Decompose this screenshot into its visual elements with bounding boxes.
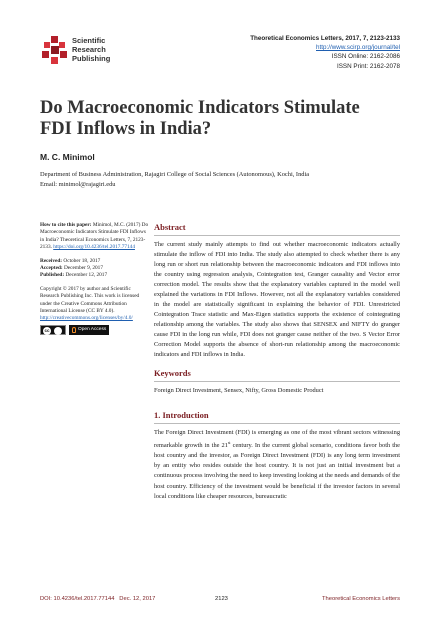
accepted-date [40, 265, 150, 272]
scirp-logo-icon [42, 36, 68, 64]
intro-text-part-2: century. In the current global scenario, conditions favor both the host country and the investor, as Foreign Direct Investment (FDI) is any long term investment by an entity who resides outside the host country. It is not just an initial investment but a continuous process involving the need to keep investing looking at the needs and demands of the host country. Efficiency of the investment would be beneficial if the investor factors in several local conditions like cheaper resources, bureaucratic [154, 442, 400, 500]
citation-block [40, 222, 150, 252]
footer-doi: DOI: 10.4236/tel.2017.77144 [40, 596, 115, 602]
abstract-heading: Abstract [154, 222, 400, 236]
keywords-heading: Keywords [154, 368, 400, 382]
open-lock-icon [72, 327, 76, 333]
published-label: Published: [40, 272, 65, 279]
author-affiliation-block [40, 170, 400, 190]
publisher-logo [40, 34, 160, 68]
affiliation: Department of Business Administration, Rajagiri College of Social Sciences (Autonomous), Kochi, India [40, 171, 310, 178]
accepted-value: December 9, 2017 [63, 265, 103, 272]
dates-block [40, 258, 150, 280]
issn-print: ISSN Print: 2162-2078 [336, 62, 400, 70]
footer-doi-date [40, 596, 155, 602]
cite-text: Minimol, M.C. (2017) Do Macroeconomic Indicators Stimulate FDI Inflows in India? Theoretical Economics Letters, 7, 2123-2133. [40, 222, 149, 251]
by-attribution-icon [54, 327, 62, 335]
introduction-heading: 1. Introduction [154, 410, 400, 424]
footer-date: Dec. 12, 2017 [119, 596, 156, 602]
license-link[interactable]: http://creativecommons.org/licenses/by/4.0/ [40, 315, 133, 322]
accepted-label: Accepted: [40, 265, 63, 272]
journal-info [250, 34, 400, 71]
published-value: December 12, 2017 [65, 272, 108, 279]
publisher-line-2: Research [72, 45, 106, 54]
introduction-text [154, 428, 400, 502]
open-access-badge[interactable] [69, 325, 109, 335]
main-column [154, 222, 400, 502]
title-line-2: FDI Inflows in India? [40, 119, 212, 139]
license-badges [40, 325, 150, 335]
publisher-line-1: Scientific [72, 36, 106, 45]
cc-by-badge[interactable] [40, 325, 66, 335]
author-name: M. C. Minimol [40, 152, 95, 162]
published-date [40, 272, 150, 279]
issn-online: ISSN Online: 2162-2086 [331, 53, 400, 61]
received-label: Received: [40, 257, 63, 264]
page-number: 2123 [215, 596, 228, 602]
keywords-text: Foreign Direct Investment, Sensex, Nifty, Gross Domestic Product [154, 387, 324, 394]
open-access-label: Open Access [78, 326, 107, 332]
page-footer [40, 596, 400, 606]
title-line-1: Do Macroeconomic Indicators Stimulate [40, 98, 360, 118]
publisher-line-3: Publishing [72, 54, 111, 63]
cite-doi-link[interactable]: https://doi.org/10.4236/tel.2017.77144 [53, 244, 135, 251]
page-header [40, 34, 400, 68]
intro-text-part-1: The Foreign Direct Investment (FDI) is emerging as one of the most vibrant sectors witnessing remarkable growth in the 21 [154, 429, 400, 450]
publisher-name [72, 36, 110, 63]
received-value: October 18, 2017 [63, 257, 101, 264]
copyright-block [40, 286, 150, 335]
copyright-text: Copyright © 2017 by author and Scientific Research Publishing Inc. This work is licensed under the Creative Commons Attribution International License (CC BY 4.0). [40, 285, 140, 315]
cc-icon: cc [44, 327, 50, 333]
abstract-text: The current study mainly attempts to find out whether macroeconomic indicators actually stimulate the inflow of FDI into India. The study also attempted to check whether there is any long run or short run relationship between the macroeconomic indicators and FDI inflows into the country using regression analysis, Cointegration test, Granger causality and Vector error correction model. The results show that the explanatory variables captured in the model well explained the variations in FDI Inflows. However, not all the explanatory variables considered in the model are statistically significant in explaining the behavior of FDI. Unrestricted Cointegration Trace statistic and Max-Eigen statistics supports the existence of cointegrating relationship among the variables. The study also shows that SENSEX and NIFTY do granger cause FDI in the long run while, FDI does not granger cause neither of the two. S Vector Error Correction Model supports the absence of short-run relationship among the macroeconomic indicators and FDI inflows in India. [154, 241, 400, 358]
paper-title [40, 98, 400, 140]
author-email: Email: minimol@rajagiri.edu [40, 181, 116, 188]
cite-label: How to cite this paper: [40, 222, 92, 228]
received-date [40, 258, 150, 265]
footer-journal: Theoretical Economics Letters [322, 596, 400, 602]
intro-superscript: st [227, 440, 231, 446]
article-sidebar [40, 222, 150, 341]
journal-name: Theoretical Economics Letters, 2017, 7, 2123-2133 [250, 35, 400, 42]
journal-url-link[interactable]: http://www.scirp.org/journal/tel [316, 44, 400, 52]
